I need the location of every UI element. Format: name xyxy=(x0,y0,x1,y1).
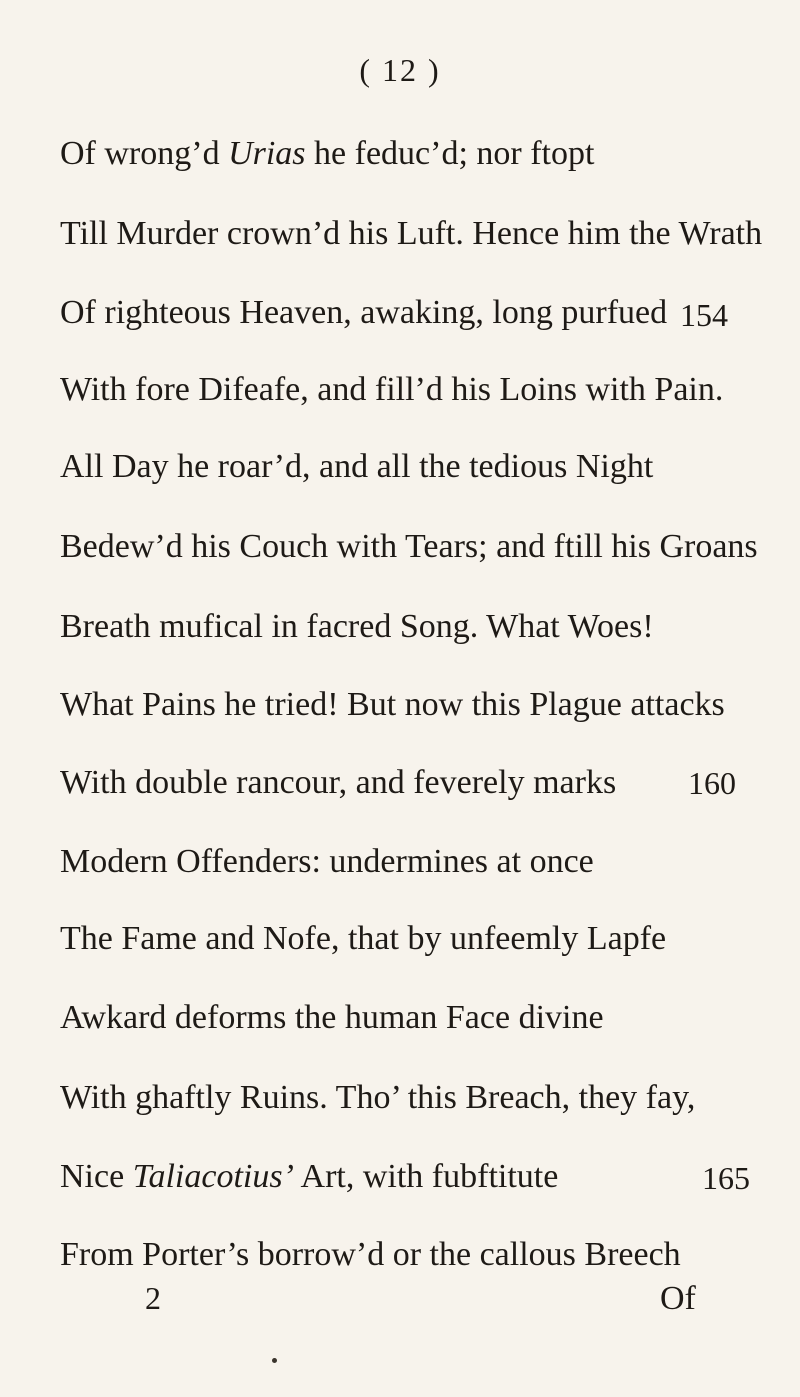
line-text: All Day he roar’d, and all the tedious Night xyxy=(60,448,654,485)
poem-line-11 xyxy=(60,922,666,956)
poem-line-6 xyxy=(60,530,758,564)
line-text: Awkard deforms the human Face divine xyxy=(60,999,604,1036)
poem-line-1 xyxy=(60,137,594,171)
poem-line-3 xyxy=(60,296,667,330)
line-text: From Porter’s borrow’d or the callous Breech xyxy=(60,1236,681,1273)
poem-line-9 xyxy=(60,766,616,800)
line-text: Modern Offenders: undermines at once xyxy=(60,843,594,880)
signature-mark: 2 xyxy=(145,1280,161,1316)
line-text: Nice xyxy=(60,1158,133,1195)
poem-line-15 xyxy=(60,1238,681,1272)
line-text: Till Murder crown’d his Luft. Hence him the Wrath xyxy=(60,215,763,252)
line-text: Of righteous Heaven, awaking, long purfued xyxy=(60,294,668,331)
line-text: Breath mufical in facred Song. What Woes! xyxy=(60,608,654,645)
line-text: Of wrong’d xyxy=(60,135,229,172)
line-text: With double rancour, and feverely marks xyxy=(60,764,617,801)
line-number-165: 165 xyxy=(702,1160,750,1196)
catchword: Of xyxy=(660,1280,696,1317)
line-text: With fore Difeafe, and fill’d his Loins with Pain. xyxy=(60,371,724,408)
line-text: With ghaftly Ruins. Tho’ this Breach, they fay, xyxy=(60,1079,696,1116)
page-number: ( 12 ) xyxy=(359,52,441,88)
poem-line-12 xyxy=(60,1001,604,1035)
line-text: Bedew’d his Couch with Tears; and ftill his Groans xyxy=(60,528,758,565)
poem-line-5 xyxy=(60,450,653,484)
poem-line-7 xyxy=(60,610,654,644)
poem-line-14 xyxy=(60,1160,558,1194)
line-text: What Pains he tried! But now this Plague attacks xyxy=(60,686,725,723)
line-number-154: 154 xyxy=(680,297,728,333)
line-text: The Fame and Nofe, that by unfeemly Lapfe xyxy=(60,920,667,957)
ink-speck xyxy=(272,1358,277,1363)
poem-line-2 xyxy=(60,217,762,251)
line-text-after: Art, with fubftitute xyxy=(293,1158,559,1195)
poem-line-10 xyxy=(60,845,594,879)
poem-line-4 xyxy=(60,373,723,407)
poem-line-8 xyxy=(60,688,725,722)
poem-line-13 xyxy=(60,1081,695,1115)
line-number-160: 160 xyxy=(688,765,736,801)
line-text-after: he feduc’d; nor ftopt xyxy=(305,135,595,172)
line-italic: Taliacotius’ xyxy=(132,1158,294,1195)
line-italic: Urias xyxy=(228,135,306,172)
